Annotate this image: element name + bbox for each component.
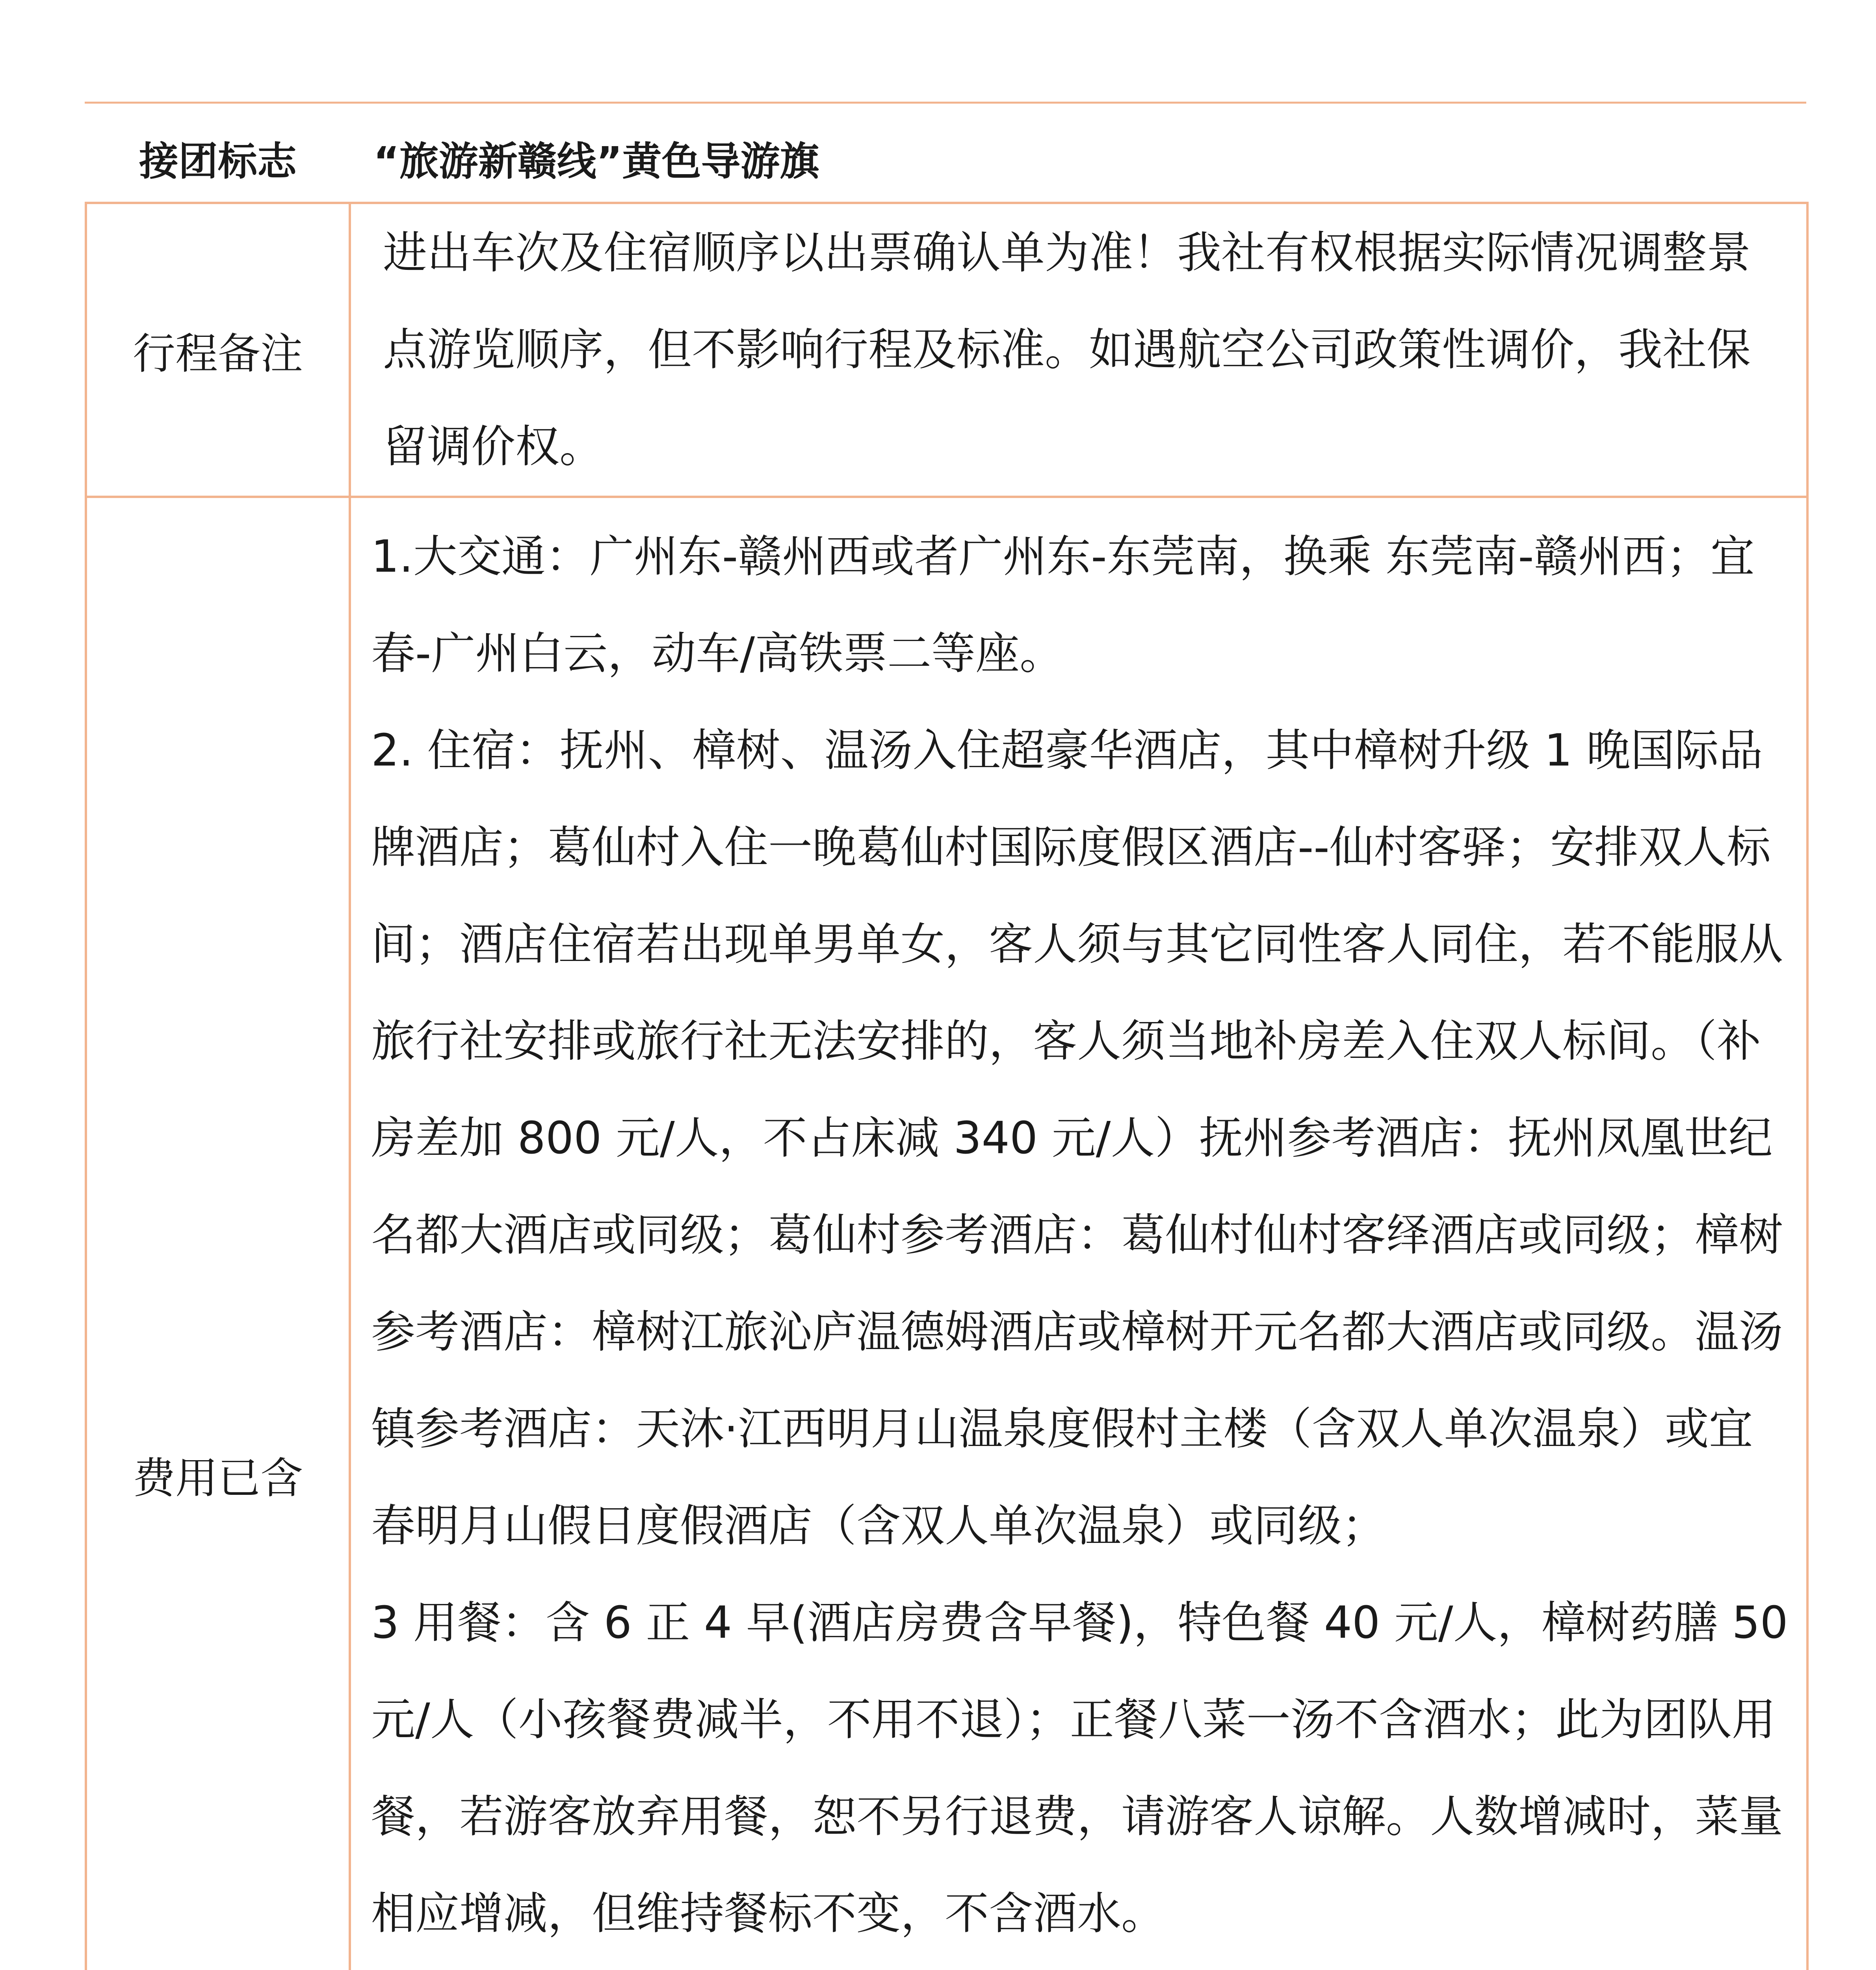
top-divider [85, 102, 1806, 104]
header-label: 接团标志 [86, 114, 350, 203]
fee-item-meals: 3 用餐：含 6 正 4 早(酒店房费含早餐)，特色餐 40 元/人，樟树药膳 50 元/人（小孩餐费减半，不用不退）；正餐八菜一汤不含酒水；此为团队用餐，若游客放弃用餐，恕不另行退费，请游客人谅解。人数增减时，菜量相应增减，但维持餐标不变，不含酒水。 [371, 1597, 1788, 1939]
header-value: “旅游新赣线”黄色导游旗 [350, 114, 1807, 203]
fee-item-transport: 1.大交通：广州东-赣州西或者广州东-东莞南，换乘 东莞南-赣州西；宜春-广州白云，动车/高铁票二等座。 [371, 531, 1755, 679]
fees-row [86, 497, 1807, 1970]
fees-cell [350, 497, 1807, 1970]
fee-item-accommodation: 2. 住宿：抚州、樟树、温汤入住超豪华酒店，其中樟树升级 1 晚国际品牌酒店；葛仙村入住一晚葛仙村国际度假区酒店--仙村客驿；安排双人标间；酒店住宿若出现单男单女，客人须与其它同性客人同住，若不能服从旅行社安排或旅行社无法安排的，客人须当地补房差入住双人标间。（补房差加 800 元/人，不占床减 340 元/人）抚州参考酒店：抚州凤凰世纪名都大酒店或同级；葛仙村参考酒店：葛仙村仙村客绎酒店或同级；樟树参考酒店：樟树江旅沁庐温德姆酒店或樟树开元名都大酒店或同级。温汤镇参考酒店：天沐·江西明月山温泉度假村主楼（含双人单次温泉）或宜春明月山假日度假酒店（含双人单次温泉）或同级； [371, 725, 1783, 1552]
remarks-label: 行程备注 [86, 203, 350, 497]
header-row [86, 114, 1807, 203]
fees-label: 费用已含 [86, 497, 350, 1970]
remarks-row [86, 203, 1807, 497]
remarks-cell [350, 203, 1807, 497]
itinerary-table [85, 114, 1809, 1970]
remarks-text: 进出车次及住宿顺序以出票确认单为准！我社有权根据实际情况调整景点游览顺序，但不影响行程及标准。如遇航空公司政策性调价，我社保留调价权。 [383, 227, 1751, 472]
fees-list [351, 498, 1806, 1970]
fee-item-tickets [371, 1962, 1790, 1970]
